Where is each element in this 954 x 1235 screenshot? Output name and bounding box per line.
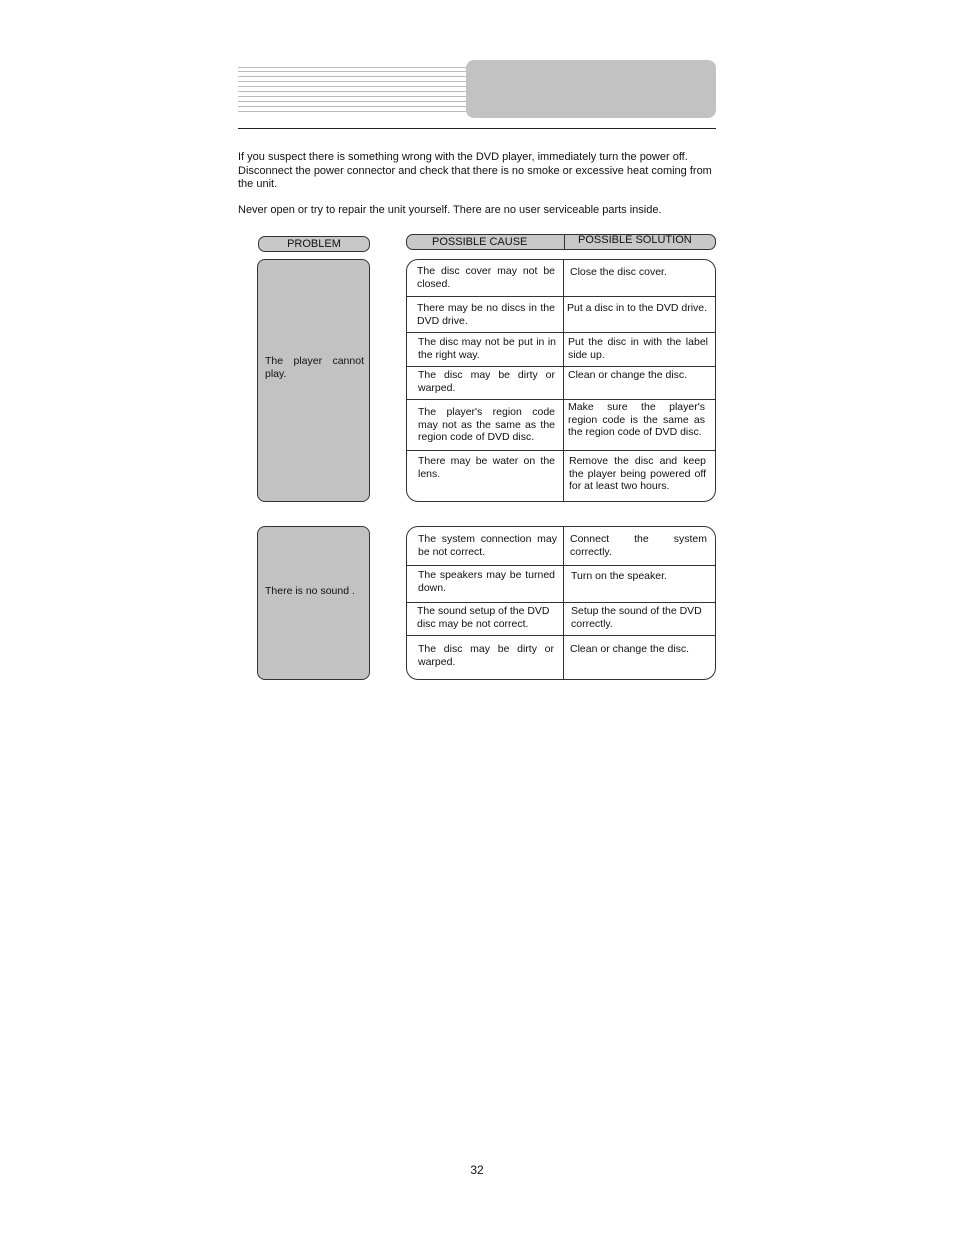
problem-text: There is no sound . — [265, 585, 355, 597]
header-solution: POSSIBLE SOLUTION — [578, 234, 692, 246]
intro-paragraph-2: Never open or try to repair the unit yourself. There are no user serviceable parts inside. — [238, 204, 662, 216]
troubleshooting-table-2 — [406, 526, 716, 680]
table-cell-cause: There may be no discs in the DVD drive. — [417, 302, 555, 327]
table-cell-solution: Setup the sound of the DVD correctly. — [571, 605, 702, 630]
table-cell-solution: Clean or change the disc. — [570, 643, 690, 655]
table-cell-cause: The speakers may be turned down. — [418, 569, 555, 594]
table-cell-cause: There may be water on the lens. — [418, 455, 555, 480]
table-cell-cause: The disc may be dirty or warped. — [418, 643, 554, 668]
table-cell-solution: Remove the disc and keep the player being powered off for at least two hours. — [569, 455, 706, 492]
problem-box-player-cannot-play — [257, 259, 370, 502]
table-cell-solution: Put a disc in to the DVD drive. — [567, 302, 708, 314]
table-cell-cause: The player's region code may not as the same as the region code of DVD disc. — [418, 406, 555, 443]
table-cell-solution: Put the disc in with the label side up. — [568, 336, 708, 361]
table-cell-solution: Close the disc cover. — [570, 266, 667, 278]
intro-paragraph-1: If you suspect there is something wrong with the DVD player, immediately turn the power off. Disconnect the power connector and check that there is no smoke or excessive heat coming from the unit. — [238, 151, 712, 190]
header-cause: POSSIBLE CAUSE — [432, 236, 528, 248]
table-cell-cause: The disc cover may not be closed. — [417, 265, 555, 290]
header-cause-solution — [406, 234, 716, 250]
table-cell-cause: The disc may not be put in in the right way. — [418, 336, 556, 361]
header-divider — [238, 128, 716, 129]
table-cell-cause: The sound setup of the DVD disc may be not correct. — [417, 605, 550, 630]
troubleshooting-table-1 — [406, 259, 716, 502]
problem-text: The player cannot play. — [265, 355, 364, 380]
header-problem: PROBLEM — [258, 236, 370, 252]
table-cell-solution: Make sure the player's region code is the same as the region code of DVD disc. — [568, 401, 705, 438]
table-cell-solution: Clean or change the disc. — [568, 369, 688, 381]
problem-box-no-sound — [257, 526, 370, 680]
page-number: 32 — [470, 1163, 484, 1177]
table-cell-cause: The disc may be dirty or warped. — [418, 369, 555, 394]
table-cell-solution: Turn on the speaker. — [571, 570, 667, 582]
section-title-box — [466, 60, 716, 118]
table-cell-solution: Connect the system correctly. — [570, 533, 707, 558]
table-cell-cause: The system connection may be not correct. — [418, 533, 557, 558]
header-decorative-lines — [238, 67, 470, 113]
